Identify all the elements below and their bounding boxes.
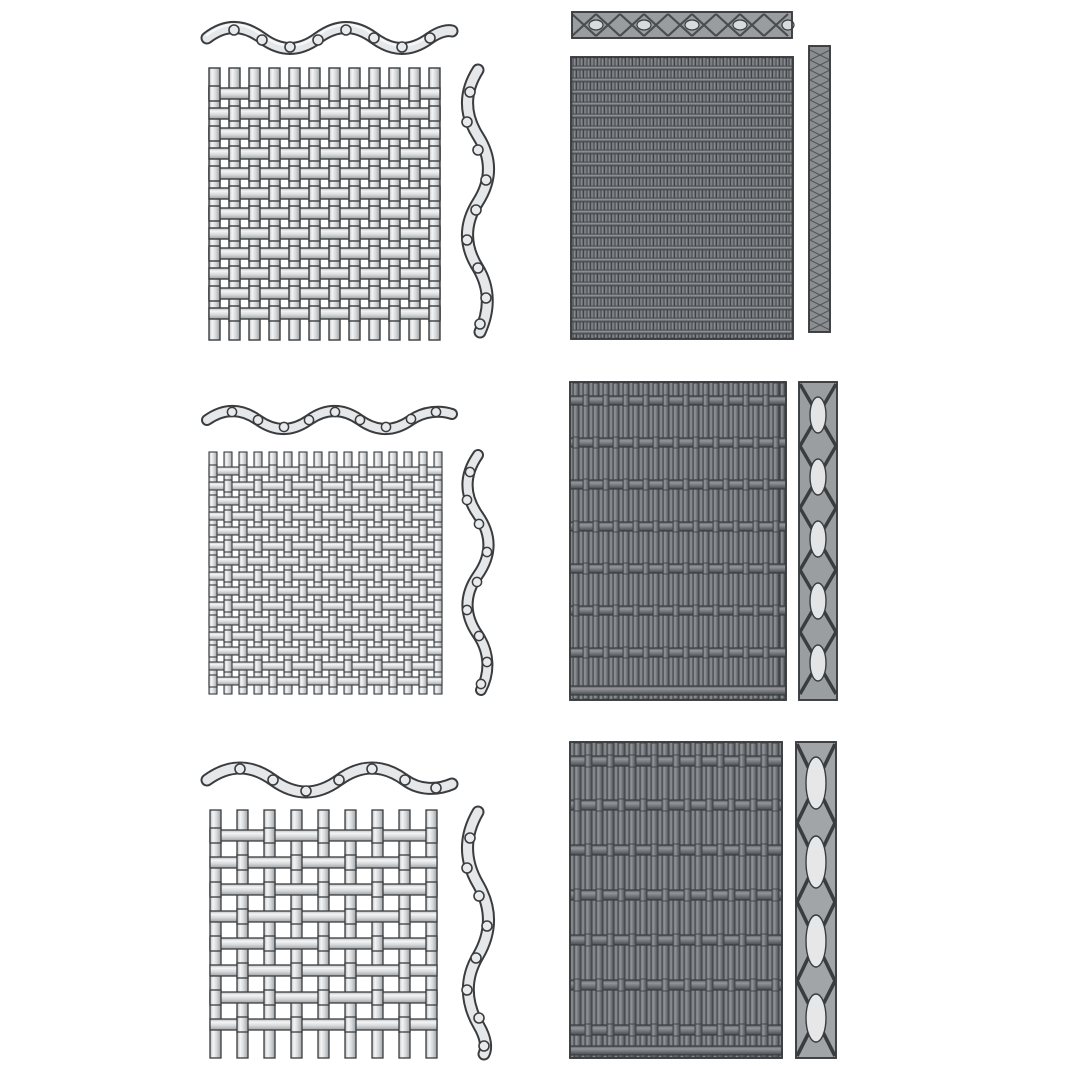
mesh-interlace-overlay: [209, 86, 440, 321]
figure-square-weave-light: [0, 720, 540, 1080]
figure-2-svg: [540, 0, 1080, 360]
side-crimp-profile: [462, 812, 492, 1054]
coarse-mesh-body: [570, 382, 786, 700]
side-crimp-profile: [462, 70, 491, 332]
top-crimp-profile: [207, 25, 452, 53]
side-fine-mesh-strip: [809, 46, 830, 332]
dense-mesh-body: [571, 57, 793, 339]
figure-3-svg: [0, 360, 540, 720]
side-lattice-oval-strip: [799, 382, 837, 700]
figure-reverse-dutch-weave-dark: [540, 360, 1080, 720]
figure-twill-weave-light: [0, 360, 540, 720]
figure-1-svg: [0, 0, 540, 360]
top-crimp-profile: [207, 764, 452, 796]
side-crimp-profile: [462, 455, 491, 690]
side-lattice-diamond-strip: [796, 742, 836, 1058]
figure-dense-plain-dutch-weave-dark: [540, 0, 1080, 360]
top-braid-strip: [572, 12, 794, 38]
figure-6-svg: [540, 720, 1080, 1080]
mesh-weft-wires: [209, 88, 440, 319]
top-crimp-profile: [207, 407, 452, 431]
figure-reverse-dutch-weave-coarse-dark: [540, 720, 1080, 1080]
coarse-mesh-body: [570, 742, 782, 1058]
figure-5-svg: [0, 720, 540, 1080]
figure-4-svg: [540, 360, 1080, 720]
figure-plain-dutch-weave-light: [0, 0, 540, 360]
